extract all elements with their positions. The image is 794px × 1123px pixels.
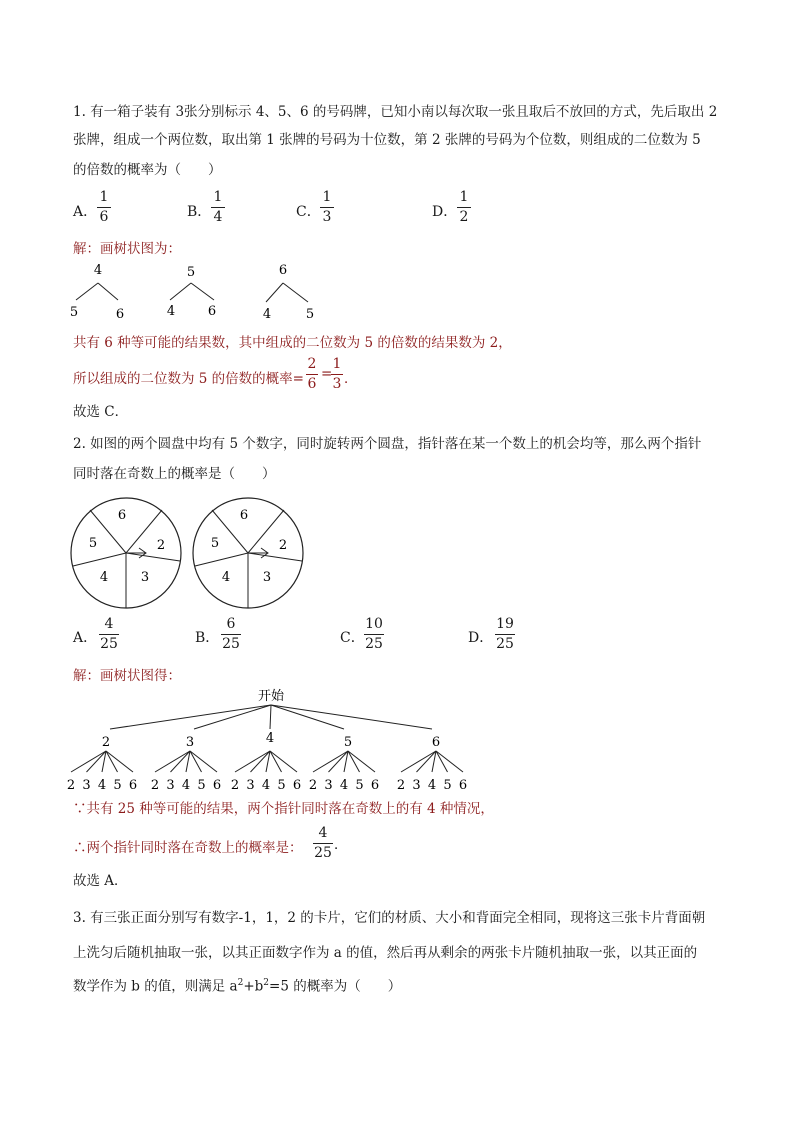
tree-branch bbox=[155, 751, 190, 772]
tree-leaf: 2 bbox=[150, 778, 160, 793]
tree-branch bbox=[194, 705, 271, 729]
tree-node-level1: 5 bbox=[343, 735, 353, 750]
tree-leaf: 3 bbox=[166, 778, 175, 793]
q1-tree-diagram bbox=[60, 258, 360, 323]
tree-node-level1: 4 bbox=[265, 731, 275, 746]
tree-leaf: 3 bbox=[412, 778, 421, 793]
option-letter: D． bbox=[468, 630, 494, 646]
period: ． bbox=[344, 371, 358, 387]
q1-tree-2 bbox=[167, 265, 216, 319]
tree-branch bbox=[76, 283, 98, 300]
disc-number: 6 bbox=[239, 508, 249, 523]
tree-branch bbox=[313, 751, 348, 772]
disc-number: 5 bbox=[88, 536, 98, 551]
tree-branch bbox=[106, 751, 133, 772]
tree-leaf: 2 bbox=[230, 778, 240, 793]
tree-leaf: 6 bbox=[370, 778, 380, 793]
tree-leaf: 2 bbox=[396, 778, 406, 793]
option-fraction: 4 25 bbox=[100, 616, 118, 652]
tree-leaf: 5 bbox=[69, 305, 79, 320]
option-fraction: 1 3 bbox=[320, 189, 334, 226]
option-letter: A． bbox=[73, 630, 98, 646]
tree-branch bbox=[436, 751, 448, 772]
tree-leaf: 6 bbox=[212, 778, 222, 793]
tree-branch bbox=[271, 705, 344, 729]
q2-explain-line1: ∵共有 25 种等可能的结果，两个指针同时落在奇数上的有 4 种情况， bbox=[73, 801, 494, 817]
option-fraction: 1 6 bbox=[97, 189, 111, 226]
option-letter: C． bbox=[296, 204, 321, 220]
tree-branch bbox=[436, 751, 463, 772]
q2-stem-line2: 同时落在奇数上的概率是（ ） bbox=[73, 466, 276, 482]
q2-solution-heading: 解：画树状图得： bbox=[73, 668, 181, 684]
q1-explain-line1: 共有 6 种等可能的结果数，其中组成的二位数为 5 的倍数的结果数为 2， bbox=[73, 335, 512, 351]
disc-number: 2 bbox=[156, 538, 166, 553]
tree-branch bbox=[191, 283, 214, 300]
tree-branch bbox=[190, 751, 202, 772]
tree-leaf: 4 bbox=[427, 778, 437, 793]
tree-leaf: 5 bbox=[197, 778, 206, 793]
tree-leaf: 3 bbox=[246, 778, 255, 793]
tree-branch bbox=[110, 705, 271, 729]
tree-branch bbox=[190, 751, 217, 772]
q1-stem-line2: 张牌，组成一个两位数，取出第 1 张牌的号码为十位数，第 2 张牌的号码为个位数，则组成的二位数为 5 bbox=[73, 132, 701, 148]
tree-leaf: 6 bbox=[292, 778, 302, 793]
tree-branch bbox=[235, 751, 270, 772]
q3-stem-line1: 3. 有三张正面分别写有数字-1，1，2 的卡片，它们的材质、大小和背面完全相同，现将这三张卡片背面朝 bbox=[73, 910, 706, 926]
q2-spinner-discs bbox=[66, 496, 311, 614]
tree-leaf: 5 bbox=[305, 307, 315, 322]
tree-root: 6 bbox=[278, 263, 288, 278]
disc-number: 3 bbox=[140, 570, 150, 585]
option-fraction: 6 25 bbox=[222, 616, 240, 652]
disc-number: 2 bbox=[278, 538, 288, 553]
option-letter: B． bbox=[187, 204, 212, 220]
option-fraction: 10 25 bbox=[365, 616, 383, 652]
tree-branch bbox=[270, 751, 282, 772]
q1-solution-heading: 解：画树状图为： bbox=[73, 241, 181, 257]
disc-number: 3 bbox=[262, 570, 272, 585]
spinner-disc-2 bbox=[193, 498, 303, 608]
disc-divider bbox=[248, 553, 302, 561]
disc-number: 4 bbox=[221, 570, 231, 585]
q2-answer: 故选 A． bbox=[73, 873, 128, 889]
tree-branch bbox=[106, 751, 118, 772]
spinner-disc-1 bbox=[71, 498, 181, 608]
tree-branch bbox=[98, 283, 118, 300]
tree-branch bbox=[348, 751, 360, 772]
tree-branch bbox=[271, 705, 432, 729]
tree-leaf: 4 bbox=[181, 778, 191, 793]
tree-branch bbox=[270, 705, 271, 729]
option-letter: A． bbox=[73, 204, 98, 220]
disc-divider bbox=[195, 553, 248, 566]
q3-stem-line3: 数学作为 b 的值，则满足 $a^2+b^2=5$ 的概率为（ ） bbox=[73, 978, 402, 995]
tree-leaf: 6 bbox=[207, 304, 217, 319]
tree-root: 5 bbox=[186, 265, 196, 280]
option-letter: B． bbox=[195, 630, 220, 646]
tree-node-level1: 2 bbox=[101, 735, 111, 750]
tree-root-label: 开始 bbox=[257, 689, 285, 704]
q3-stem-line2: 上洗匀后随机抽取一张，以其正面数字作为 a 的值，然后再从剩余的两张卡片随机抽取一张，以其正面的 bbox=[73, 945, 698, 961]
option-fraction: 1 4 bbox=[211, 189, 225, 226]
q1-answer: 故选 C． bbox=[73, 404, 129, 420]
tree-leaf: 6 bbox=[115, 307, 125, 322]
tree-leaf: 5 bbox=[443, 778, 452, 793]
tree-leaf: 4 bbox=[261, 778, 271, 793]
tree-leaf: 6 bbox=[458, 778, 468, 793]
disc-divider bbox=[126, 553, 180, 561]
q1-tree-3 bbox=[263, 263, 314, 322]
option-letter: C． bbox=[340, 630, 365, 646]
q1-stem-line3: 的倍数的概率为（ ） bbox=[73, 162, 222, 178]
option-fraction: 1 2 bbox=[457, 189, 471, 226]
equals-sign: = bbox=[321, 366, 333, 382]
tree-branch bbox=[283, 283, 308, 302]
q1-explain-line2: 所以组成的二位数为 5 的倍数的概率= bbox=[73, 371, 304, 387]
result-fraction: 4 25 bbox=[314, 825, 332, 861]
period: ． bbox=[334, 837, 348, 853]
tree-node-level1: 6 bbox=[431, 735, 441, 750]
tree-leaf: 4 bbox=[262, 307, 272, 322]
equation-fraction: 1 3 bbox=[332, 356, 342, 392]
disc-divider bbox=[73, 553, 126, 566]
disc-number: 4 bbox=[99, 570, 109, 585]
q1-stem-line1: 1. 有一箱子装有 3张分别标示 4、5、6 的号码牌，已知小南以每次取一张且取后不放回的方式，先后取出 2 bbox=[73, 104, 718, 120]
q1-tree-1 bbox=[70, 263, 124, 322]
tree-leaf: 5 bbox=[277, 778, 286, 793]
tree-branch bbox=[71, 751, 106, 772]
q2-tree-diagram bbox=[60, 684, 500, 796]
tree-root: 4 bbox=[93, 263, 103, 278]
tree-leaf: 3 bbox=[82, 778, 91, 793]
tree-node-level1: 3 bbox=[185, 735, 195, 750]
disc-number: 6 bbox=[117, 508, 127, 523]
equation-fraction: 2 6 bbox=[307, 356, 317, 392]
option-fraction: 19 25 bbox=[496, 616, 514, 652]
tree-branch bbox=[348, 751, 375, 772]
tree-leaf: 6 bbox=[128, 778, 138, 793]
tree-branch bbox=[170, 283, 191, 300]
tree-leaf: 4 bbox=[339, 778, 349, 793]
tree-branch bbox=[270, 751, 297, 772]
tree-leaf: 4 bbox=[97, 778, 107, 793]
disc-number: 5 bbox=[210, 536, 220, 551]
q2-stem-line1: 2. 如图的两个圆盘中均有 5 个数字，同时旋转两个圆盘，指针落在某一个数上的机会均等，那么两个指针 bbox=[73, 436, 702, 452]
tree-leaf: 2 bbox=[308, 778, 318, 793]
tree-leaf: 4 bbox=[166, 304, 176, 319]
tree-leaf: 5 bbox=[113, 778, 122, 793]
tree-branch bbox=[266, 283, 283, 302]
tree-leaf: 5 bbox=[355, 778, 364, 793]
tree-branch bbox=[401, 751, 436, 772]
q2-explain-line2: ∴两个指针同时落在奇数上的概率是： bbox=[73, 840, 303, 856]
tree-leaf: 2 bbox=[66, 778, 76, 793]
option-letter: D． bbox=[432, 204, 458, 220]
tree-leaf: 3 bbox=[324, 778, 333, 793]
